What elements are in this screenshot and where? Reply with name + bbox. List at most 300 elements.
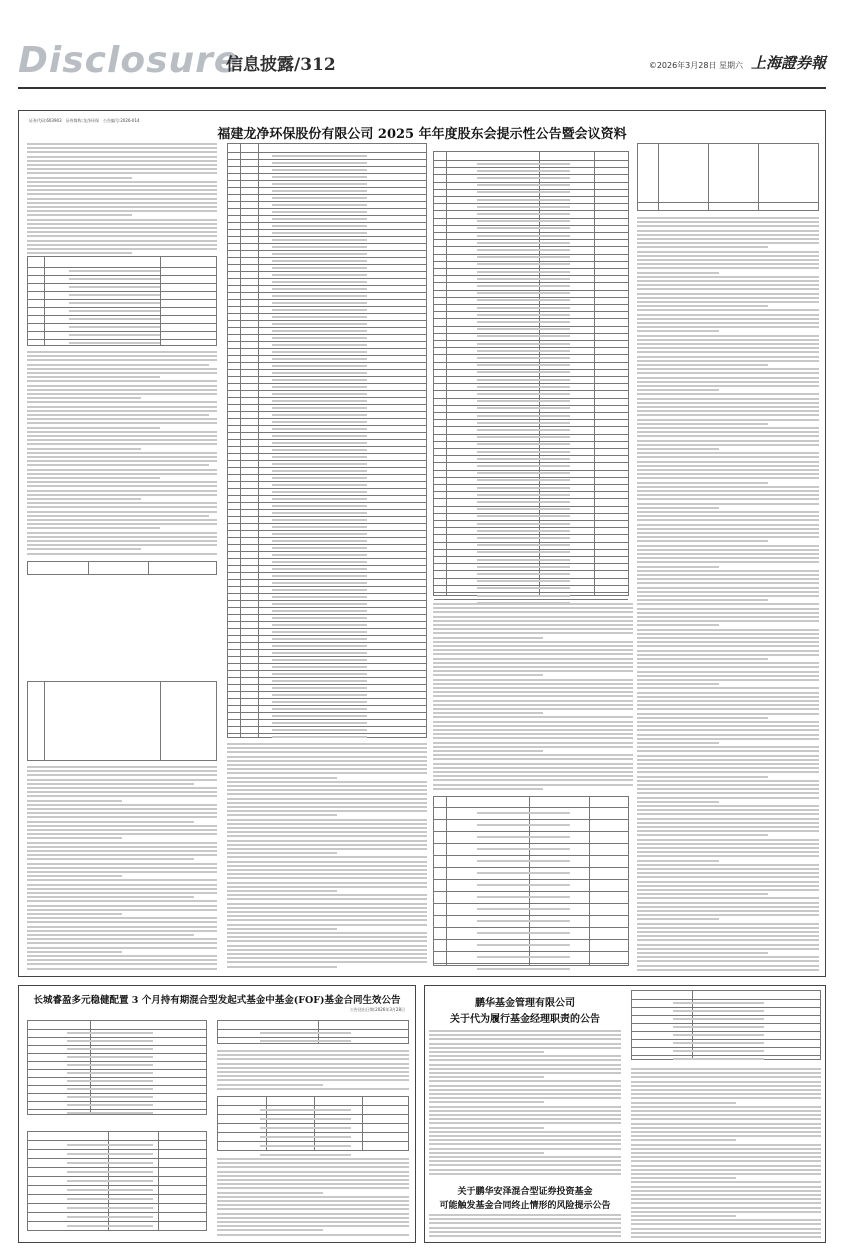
table-cell-text <box>477 227 570 229</box>
fine-print-line <box>637 587 819 589</box>
table-cell-text <box>272 596 367 598</box>
table-cell-text <box>260 1145 351 1147</box>
fine-print-line <box>631 1093 821 1095</box>
fine-print-line <box>637 608 819 610</box>
fine-print-line <box>27 930 217 932</box>
table-cell-text <box>67 1048 152 1050</box>
brand-logo: Disclosure <box>18 40 240 81</box>
fine-print-line <box>27 248 217 250</box>
column-3-table <box>433 141 633 971</box>
fine-print-line <box>637 364 768 366</box>
table-row-rule <box>228 502 426 503</box>
table-cell-text <box>477 206 570 208</box>
fine-print-line <box>637 855 819 857</box>
fine-print-line <box>27 372 217 374</box>
table-row-rule <box>228 404 426 405</box>
fine-print-line <box>227 861 427 863</box>
table-cell-text <box>272 498 367 500</box>
fine-print-line <box>637 864 819 866</box>
fine-print-line <box>27 515 209 517</box>
table-cell-text <box>477 479 570 481</box>
fine-print-line <box>27 523 217 525</box>
fine-print-line <box>217 1229 323 1231</box>
table-row-rule <box>434 455 628 456</box>
table-row-rule <box>434 326 628 327</box>
table-cell-text <box>67 1056 152 1058</box>
table-row-rule <box>228 488 426 489</box>
fine-print-line <box>637 788 819 790</box>
fine-print-line <box>27 490 217 492</box>
fine-print-line <box>27 905 217 907</box>
fine-print-line <box>27 506 217 508</box>
table-cell-text <box>272 547 367 549</box>
table-cell-text <box>67 1207 152 1209</box>
table-row-rule <box>632 1007 820 1008</box>
fine-print-line <box>227 840 427 842</box>
table-row-rule <box>632 1031 820 1032</box>
table-row-rule <box>434 585 628 586</box>
fine-print-line <box>631 1211 821 1213</box>
table-row-rule <box>434 196 628 197</box>
table-row-rule <box>228 726 426 727</box>
fine-print-line <box>637 461 819 463</box>
table-cell-text <box>272 533 367 535</box>
table-cell-text <box>477 191 570 193</box>
fine-print-line <box>637 692 819 694</box>
fine-print-line <box>637 524 819 526</box>
table-cell-text <box>272 176 367 178</box>
table-cell-text <box>477 566 570 568</box>
table-row-rule <box>434 470 628 471</box>
table-cell-text <box>272 575 367 577</box>
fine-print-line <box>227 835 427 837</box>
fine-print-line <box>637 935 819 937</box>
fine-print-line <box>429 1135 621 1137</box>
table-cell-text <box>67 1064 152 1066</box>
fine-print-line <box>433 771 633 773</box>
fine-print-line <box>637 477 819 479</box>
penghua-company: 鹏华基金管理有限公司 <box>475 998 575 1009</box>
fine-print-line <box>637 851 819 853</box>
table-row-rule <box>434 275 628 276</box>
fine-print-line <box>227 827 427 829</box>
table-row-rule <box>228 677 426 678</box>
fine-print-line <box>637 435 819 437</box>
fine-print-line <box>429 1173 621 1175</box>
table-cell-text <box>477 824 570 826</box>
fine-print-line <box>637 301 819 303</box>
table-cell-text <box>477 220 570 222</box>
table-cell-text <box>69 286 159 288</box>
fine-print-line <box>27 156 217 158</box>
table-row-rule <box>228 474 426 475</box>
fine-print-line <box>637 965 819 967</box>
table-row-rule <box>28 1085 206 1086</box>
fine-print-line <box>433 679 633 681</box>
fine-print-line <box>637 351 819 353</box>
fine-print-line <box>631 1139 736 1141</box>
table-cell-text <box>69 294 159 296</box>
fine-print-line <box>637 402 819 404</box>
fine-print-line <box>27 473 217 475</box>
table-cell-text <box>477 292 570 294</box>
fine-print-line <box>637 830 819 832</box>
table-cell-text <box>272 253 367 255</box>
fine-print-line <box>27 808 217 810</box>
fine-print-line <box>429 1051 544 1053</box>
fine-print-line <box>631 1232 821 1234</box>
fine-print-line <box>637 876 819 878</box>
fine-print-line <box>637 335 819 337</box>
table-row-rule <box>632 999 820 1000</box>
fine-print-line <box>637 255 819 257</box>
table-cell-text <box>477 170 570 172</box>
table-row-rule <box>228 173 426 174</box>
fine-print-line <box>27 202 217 204</box>
table-cell-text <box>272 519 367 521</box>
fine-print-line <box>27 393 217 395</box>
fine-print-line <box>637 595 819 597</box>
table-row-rule <box>434 963 628 964</box>
table-row-rule <box>228 544 426 545</box>
fine-print-line <box>227 819 427 821</box>
table-row-rule <box>434 879 628 880</box>
fine-print-line <box>433 695 633 697</box>
fine-print-line <box>429 1080 621 1082</box>
fine-print-line <box>637 679 819 681</box>
table-cell-text <box>272 624 367 626</box>
table-row-rule <box>218 1105 408 1106</box>
fine-print-line <box>637 377 819 379</box>
table-cell-text <box>272 708 367 710</box>
fine-print-line <box>429 1169 621 1171</box>
fine-print-line <box>217 1067 409 1069</box>
fine-print-line <box>637 637 819 639</box>
fine-print-line <box>429 1127 544 1129</box>
fine-print-line <box>27 544 217 546</box>
fine-print-line <box>27 448 141 450</box>
table-row-rule <box>434 369 628 370</box>
fine-print-line <box>637 473 819 475</box>
table-cell-text <box>272 351 367 353</box>
table-row-rule <box>228 523 426 524</box>
fine-print-line <box>27 863 217 865</box>
table-cell-text <box>272 274 367 276</box>
fine-print-line <box>27 380 217 382</box>
fine-print-line <box>631 1198 821 1200</box>
fine-print-line <box>637 356 819 358</box>
fine-print-line <box>27 214 132 216</box>
fine-print-line <box>637 847 819 849</box>
table-row-rule <box>28 1221 206 1222</box>
table-cell-text <box>272 309 367 311</box>
table-cell-text <box>67 1180 152 1182</box>
fine-print-line <box>433 662 633 664</box>
table-cell-text <box>477 386 570 388</box>
table-row-rule <box>218 1123 408 1124</box>
fine-print-line <box>637 251 819 253</box>
table-row-rule <box>228 397 426 398</box>
fine-print-line <box>637 591 819 593</box>
table-row-rule <box>228 334 426 335</box>
table-cell-text <box>67 1171 152 1173</box>
fine-print-line <box>27 900 217 902</box>
fine-print-line <box>27 355 217 357</box>
fine-print-line <box>429 1043 621 1045</box>
fine-print-line <box>637 927 819 929</box>
fine-print-line <box>433 746 633 748</box>
table-row-rule <box>228 698 426 699</box>
fine-print-line <box>637 717 768 719</box>
fine-print-line <box>27 240 217 242</box>
fine-print-line <box>631 1081 821 1083</box>
fine-print-line <box>637 582 819 584</box>
fine-print-line <box>227 798 427 800</box>
fine-print-line <box>637 230 819 232</box>
table-row-rule <box>28 1069 206 1070</box>
fine-print-line <box>217 1204 409 1206</box>
table-cell-text <box>69 270 159 272</box>
fine-print-line <box>429 1072 621 1074</box>
table-row-rule <box>28 299 216 300</box>
fof-notice <box>18 985 416 1243</box>
fine-print-line <box>27 871 217 873</box>
table-cell-text <box>272 197 367 199</box>
fine-print-line <box>429 1110 621 1112</box>
table-cell-text <box>69 334 159 336</box>
table-row-rule <box>28 307 216 308</box>
fine-print-line <box>27 235 217 237</box>
fine-print-line <box>27 494 217 496</box>
fine-print-line <box>27 359 217 361</box>
penghua-notice <box>424 985 826 1243</box>
fine-print-line <box>227 940 427 942</box>
fine-print-line <box>27 227 217 229</box>
table-cell-text <box>272 540 367 542</box>
fine-print-line <box>429 1222 621 1224</box>
fine-print-line <box>429 1101 544 1103</box>
fine-print-line <box>27 147 217 149</box>
fine-print-line <box>637 284 819 286</box>
table-cell-text <box>272 687 367 689</box>
fine-print-line <box>433 725 633 727</box>
table-cell-text <box>272 491 367 493</box>
table-row-rule <box>632 1039 820 1040</box>
table-row-rule <box>434 246 628 247</box>
fine-print-line <box>217 1200 409 1202</box>
fine-print-line <box>631 1076 821 1078</box>
table-row-rule <box>632 1047 820 1048</box>
fine-print-line <box>27 854 217 856</box>
fine-print-line <box>637 872 819 874</box>
table-cell-text <box>272 169 367 171</box>
table-cell-text <box>69 302 159 304</box>
table-cell-text <box>272 155 367 157</box>
table-row-rule <box>228 537 426 538</box>
fine-print-line <box>27 816 217 818</box>
fine-print-line <box>227 911 427 913</box>
proposal-table-1 <box>27 256 217 346</box>
table-row-rule <box>228 299 426 300</box>
table-cell-text <box>477 573 570 575</box>
table-row-rule <box>228 306 426 307</box>
fine-print-line <box>227 966 337 968</box>
table-cell-text <box>67 1040 152 1042</box>
table-cell-text <box>272 302 367 304</box>
fine-print-line <box>27 812 217 814</box>
fine-print-line <box>27 791 217 793</box>
fine-print-line <box>637 385 819 387</box>
fine-print-line <box>637 931 819 933</box>
fine-print-line <box>27 875 122 877</box>
table-row-rule <box>228 285 426 286</box>
table-cell-text <box>477 908 570 910</box>
fine-print-line <box>27 888 217 890</box>
fine-print-line <box>27 406 217 408</box>
table-cell-text <box>477 530 570 532</box>
fine-print-line <box>637 293 819 295</box>
fine-print-line <box>429 1085 621 1087</box>
fine-print-line <box>227 814 337 816</box>
fine-print-line <box>637 406 819 408</box>
table-row-rule <box>434 383 628 384</box>
table-row-rule <box>228 257 426 258</box>
fine-print-line <box>637 738 819 740</box>
fine-print-line <box>429 1152 544 1154</box>
table-cell-text <box>477 199 570 201</box>
table-row-rule <box>218 1037 408 1038</box>
fine-print-line <box>27 548 141 550</box>
table-row-rule <box>228 712 426 713</box>
table-cell-text <box>272 589 367 591</box>
table-row-rule <box>228 278 426 279</box>
table-cell-text <box>272 358 367 360</box>
fine-print-line <box>27 867 217 869</box>
fine-print-line <box>429 1038 621 1040</box>
table-row-rule <box>434 599 628 600</box>
table-cell-text <box>477 494 570 496</box>
fine-print-line <box>433 670 633 672</box>
fine-print-line <box>27 198 217 200</box>
fine-print-line <box>429 1218 621 1220</box>
table-row-rule <box>28 283 216 284</box>
table-cell-text <box>260 1127 351 1129</box>
fine-print-line <box>27 892 217 894</box>
fine-print-line <box>217 1225 409 1227</box>
table-cell-text <box>69 318 159 320</box>
table-row-rule <box>632 1023 820 1024</box>
fine-print-line <box>27 527 160 529</box>
fine-print-line <box>27 837 122 839</box>
fine-print-line <box>433 733 633 735</box>
fine-print-line <box>631 1186 821 1188</box>
table-cell-text <box>477 321 570 323</box>
fine-print-line <box>227 772 427 774</box>
fine-print-line <box>631 1110 821 1112</box>
main-announcement <box>18 110 826 977</box>
table-row-rule <box>228 558 426 559</box>
table-cell-text <box>477 350 570 352</box>
fine-print-line <box>227 781 427 783</box>
table-cell-text <box>272 211 367 213</box>
table-row-rule <box>228 166 426 167</box>
fine-print-line <box>433 641 633 643</box>
table-cell-text <box>477 836 570 838</box>
fine-print-line <box>429 1055 621 1057</box>
fine-print-line <box>27 210 217 212</box>
fine-print-line <box>637 511 819 513</box>
table-row-rule <box>228 586 426 587</box>
table-cell-text <box>477 278 570 280</box>
fine-print-line <box>637 734 819 736</box>
fine-print-line <box>637 347 819 349</box>
fine-print-line <box>27 252 132 254</box>
fine-print-line <box>631 1106 821 1108</box>
table-row-rule <box>434 831 628 832</box>
table-cell-text <box>477 508 570 510</box>
fine-print-line <box>637 759 819 761</box>
fine-print-line <box>27 351 217 353</box>
table-cell-text <box>272 631 367 633</box>
table-row-rule <box>434 426 628 427</box>
table-row-rule <box>434 362 628 363</box>
fine-print-line <box>227 907 427 909</box>
fine-print-line <box>429 1143 621 1145</box>
fine-print-line <box>27 858 194 860</box>
fine-print-line <box>637 633 819 635</box>
table-cell-text <box>477 487 570 489</box>
fine-print-line <box>637 704 819 706</box>
table-row-rule <box>228 481 426 482</box>
table-row-rule <box>228 313 426 314</box>
fine-print-line <box>637 616 819 618</box>
fine-print-line <box>27 439 217 441</box>
fine-print-line <box>27 172 217 174</box>
fine-print-line <box>631 1123 821 1125</box>
fine-print-line <box>217 1079 409 1081</box>
table-cell-text <box>260 1109 351 1111</box>
fine-print-line <box>637 658 768 660</box>
fine-print-line <box>637 662 819 664</box>
table-row-rule <box>434 915 628 916</box>
fine-print-line <box>27 389 217 391</box>
fine-print-line <box>637 221 819 223</box>
table-cell-text <box>272 239 367 241</box>
fine-print-line <box>27 511 217 513</box>
fine-print-line <box>27 553 217 555</box>
table-row-rule <box>218 1132 408 1133</box>
table-row-rule <box>434 855 628 856</box>
table-cell-text <box>477 595 570 597</box>
fine-print-line <box>217 1075 409 1077</box>
table-row-rule <box>228 635 426 636</box>
fine-print-line <box>27 938 217 940</box>
fine-print-line <box>217 1213 409 1215</box>
fine-print-line <box>637 645 819 647</box>
fine-print-line <box>631 1160 821 1162</box>
table-row-rule <box>228 684 426 685</box>
table-row-rule <box>28 1167 206 1168</box>
table-cell-text <box>477 436 570 438</box>
fine-print-line <box>27 532 217 534</box>
table-row-rule <box>228 600 426 601</box>
table-cell-text <box>477 235 570 237</box>
fine-print-line <box>217 1088 409 1090</box>
table-cell-text <box>69 310 159 312</box>
fine-print-line <box>637 456 819 458</box>
fine-print-line <box>27 422 217 424</box>
fine-print-line <box>637 314 819 316</box>
